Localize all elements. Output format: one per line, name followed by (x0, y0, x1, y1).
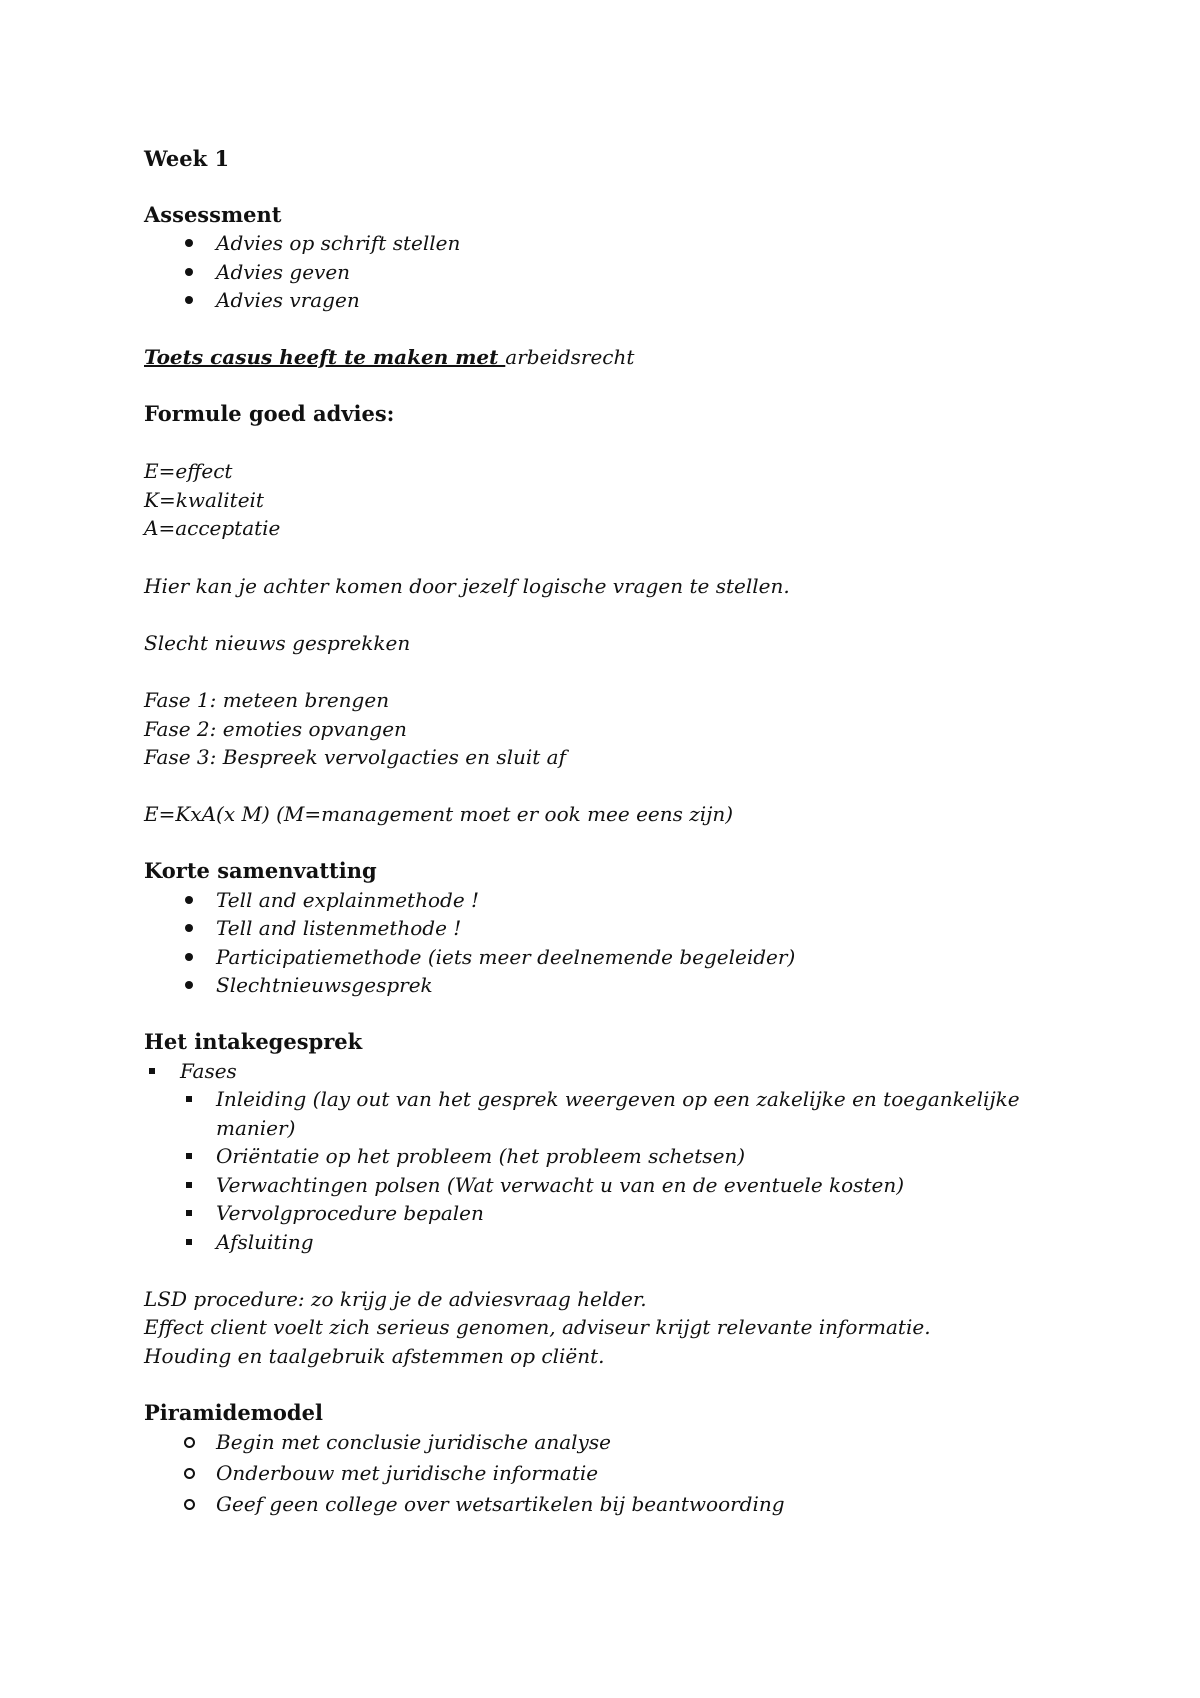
bullet-circle-icon (180, 1459, 204, 1487)
bullet-square-icon (180, 1085, 204, 1113)
assessment-item: Advies vragen (216, 288, 360, 312)
fase-line: Fase 2: emoties opvangen (144, 717, 407, 741)
bullet-circle-icon (180, 1428, 204, 1456)
intake-sub-item: Inleiding (lay out van het gesprek weergeven op een zakelijke en toegankelijke (216, 1087, 1020, 1111)
toets-rest: arbeidsrecht (505, 345, 635, 369)
samenvatting-heading: Korte samenvatting (144, 858, 377, 883)
hint-text: Hier kan je achter komen door jezelf logische vragen te stellen. (144, 574, 790, 598)
assessment-item: Advies geven (216, 260, 351, 284)
piramide-item: Geef geen college over wetsartikelen bij beantwoording (216, 1492, 785, 1516)
intake-sub-item: Oriëntatie op het probleem (het probleem schetsen) (216, 1144, 746, 1168)
formule-line: A=acceptatie (144, 516, 281, 540)
bullet-square-icon (180, 1228, 204, 1256)
formula-line: E=KxA(x M) (M=management moet er ook mee eens zijn) (144, 802, 734, 826)
bullet-disc-icon (180, 914, 204, 942)
piramide-item: Onderbouw met juridische informatie (216, 1461, 599, 1485)
fase-line: Fase 3: Bespreek vervolgacties en sluit af (144, 745, 567, 769)
week-title: Week 1 (144, 146, 230, 171)
bullet-circle-icon (180, 1490, 204, 1518)
formule-heading: Formule goed advies: (144, 401, 395, 426)
piramide-item: Begin met conclusie juridische analyse (216, 1430, 611, 1454)
toets-underlined: Toets casus heeft te maken met (144, 345, 506, 369)
intake-heading: Het intakegesprek (144, 1029, 363, 1054)
intake-sub-item-continued: manier) (216, 1116, 296, 1140)
formule-line: E=effect (144, 459, 233, 483)
bullet-disc-icon (180, 258, 204, 286)
samenvatting-item: Slechtnieuwsgesprek (216, 973, 433, 997)
lsd-line: Effect client voelt zich serieus genomen, adviseur krijgt relevante informatie. (144, 1315, 931, 1339)
fase-line: Fase 1: meteen brengen (144, 688, 390, 712)
toets-line (144, 343, 634, 371)
bullet-disc-icon (180, 286, 204, 314)
slecht-nieuws-title: Slecht nieuws gesprekken (144, 631, 411, 655)
bullet-disc-icon (180, 886, 204, 914)
bullet-disc-icon (180, 971, 204, 999)
samenvatting-item: Tell and listenmethode ! (216, 916, 462, 940)
samenvatting-item: Participatiemethode (iets meer deelnemende begeleider) (216, 945, 796, 969)
bullet-disc-icon (180, 943, 204, 971)
bullet-square-icon (180, 1199, 204, 1227)
intake-sub-item: Afsluiting (216, 1230, 314, 1254)
lsd-line: Houding en taalgebruik afstemmen op cliënt. (144, 1344, 605, 1368)
formule-line: K=kwaliteit (144, 488, 264, 512)
samenvatting-item: Tell and explainmethode ! (216, 888, 480, 912)
piramide-heading: Piramidemodel (144, 1400, 323, 1425)
bullet-disc-icon (180, 229, 204, 257)
bullet-square-icon (143, 1057, 167, 1085)
intake-sub-item: Vervolgprocedure bepalen (216, 1201, 484, 1225)
intake-sub-item: Verwachtingen polsen (Wat verwacht u van en de eventuele kosten) (216, 1173, 904, 1197)
bullet-square-icon (180, 1142, 204, 1170)
intake-top-item: Fases (180, 1059, 237, 1083)
assessment-item: Advies op schrift stellen (216, 231, 461, 255)
lsd-line: LSD procedure: zo krijg je de adviesvraag helder. (144, 1287, 647, 1311)
bullet-square-icon (180, 1171, 204, 1199)
assessment-heading: Assessment (144, 202, 282, 227)
